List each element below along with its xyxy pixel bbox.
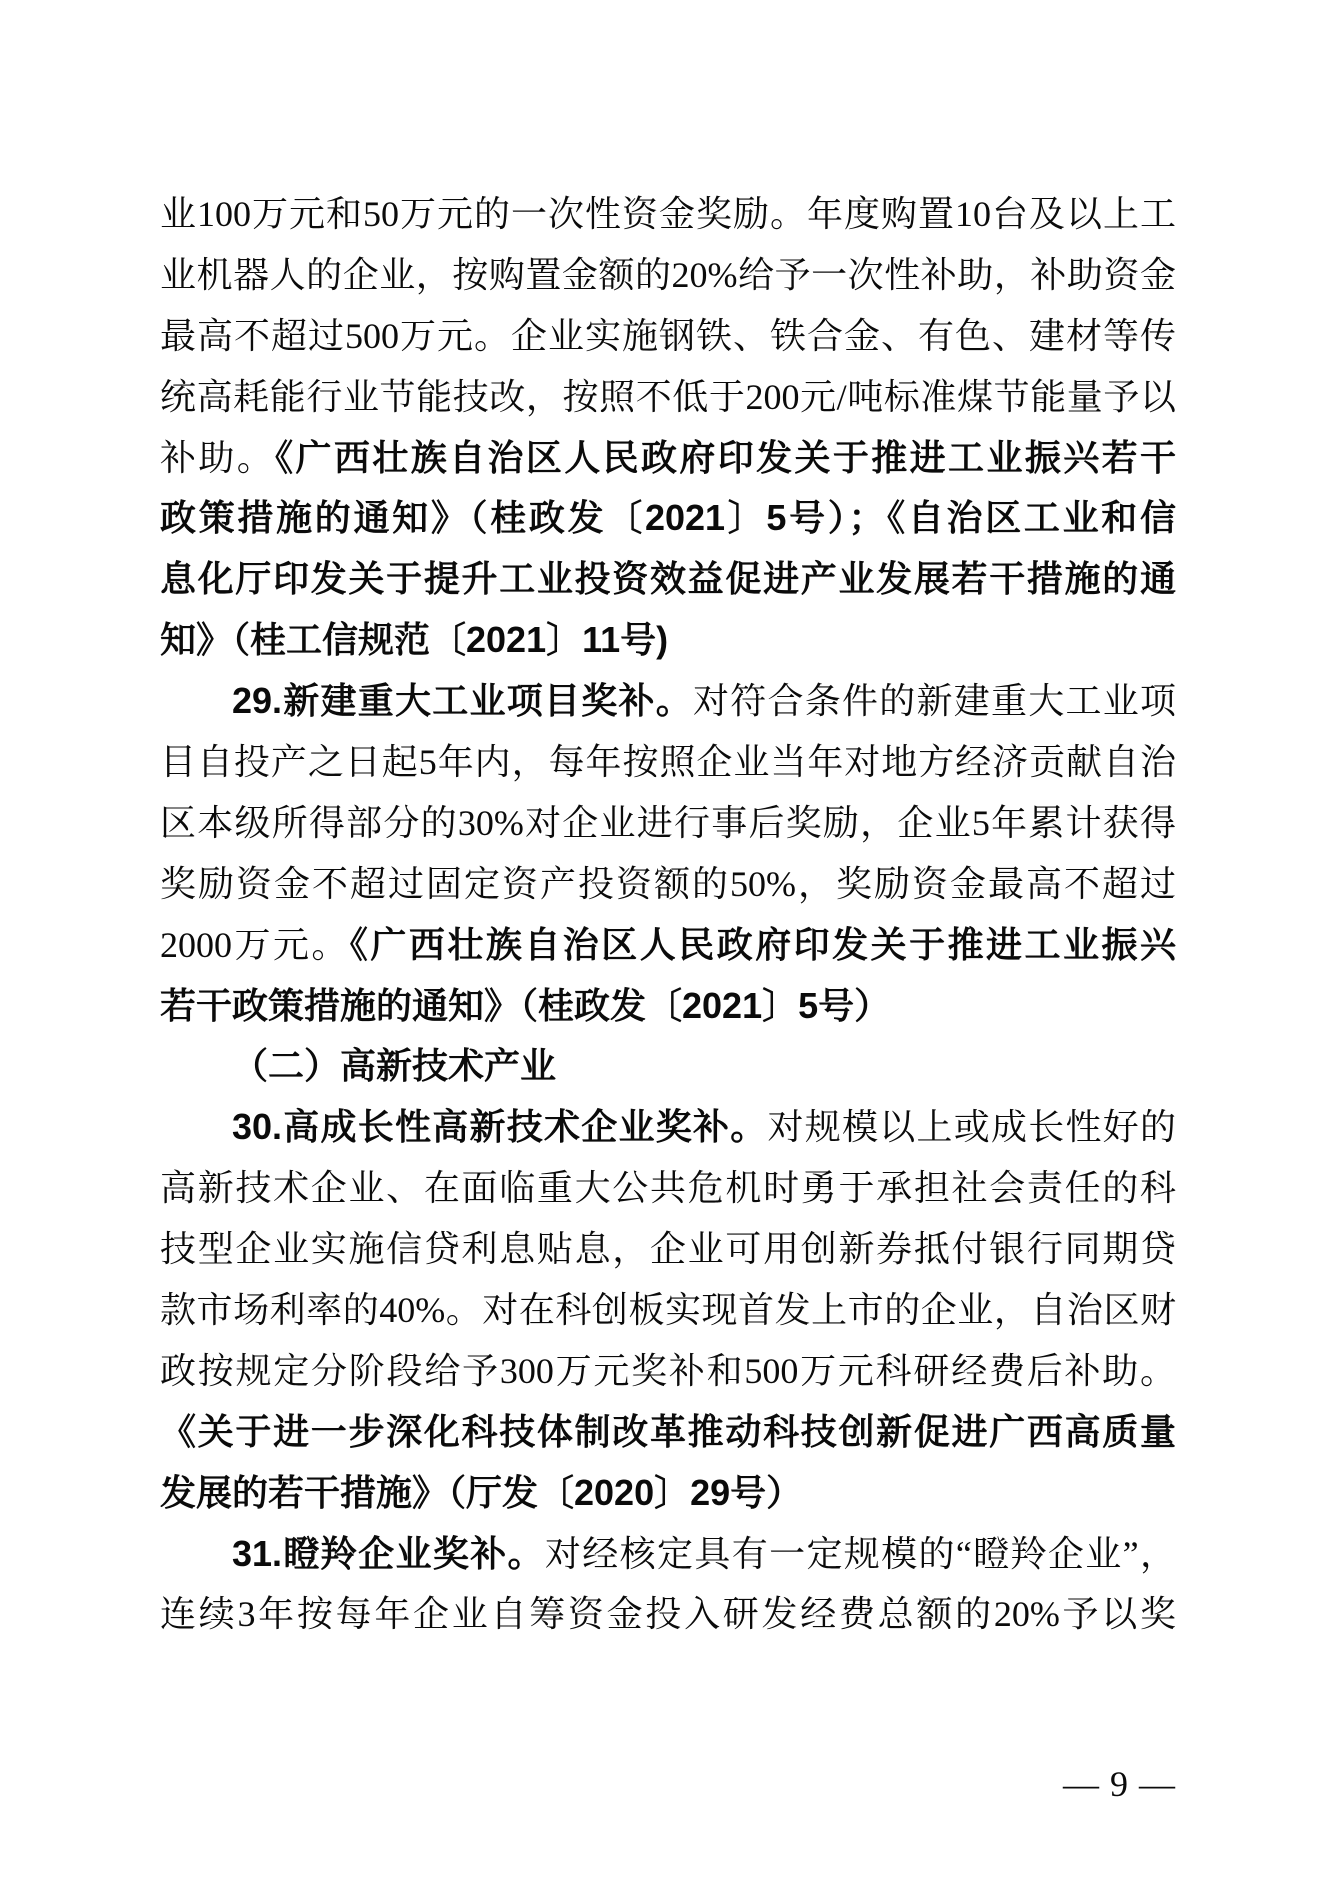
body-text: 补助。 [160, 437, 276, 478]
text-line [160, 428, 1176, 489]
body-text: 最高不超过500万元。企业实施钢铁、铁合金、有色、建材等传 [160, 315, 1176, 356]
text-line [160, 1219, 1176, 1280]
text-line [160, 488, 1176, 549]
text-line [160, 1036, 1176, 1097]
body-text: 对规模以上或成长性好的 [767, 1107, 1176, 1148]
emphasized-text: 知》（桂工信规范〔2021〕11号) [160, 619, 669, 661]
body-text: 款市场利率的40%。对在科创板实现首发上市的企业，自治区财 [160, 1290, 1176, 1331]
text-block [160, 184, 1176, 1645]
body-text: 连续3年按每年企业自筹资金投入研发经费总额的20%予以奖 [160, 1594, 1176, 1635]
body-text: 区本级所得部分的30%对企业进行事后奖励，企业5年累计获得 [160, 802, 1176, 843]
text-line [160, 306, 1176, 367]
page-number: — 9 — [1063, 1764, 1176, 1804]
text-line [160, 976, 1176, 1037]
text-line [160, 793, 1176, 854]
text-line [160, 1584, 1176, 1645]
emphasized-text: 31.瞪羚企业奖补。 [232, 1532, 545, 1574]
body-text: 高新技术企业、在面临重大公共危机时勇于承担社会责任的科 [160, 1168, 1176, 1209]
body-text: 业100万元和50万元的一次性资金奖励。年度购置10台及以上工 [160, 194, 1176, 234]
text-line [160, 367, 1176, 428]
text-line [160, 1402, 1176, 1463]
emphasized-text: 息化厅印发关于提升工业投资效益促进产业发展若干措施的通 [160, 558, 1176, 600]
text-line [160, 854, 1176, 915]
body-text: 技型企业实施信贷利息贴息，企业可用创新券抵付银行同期贷 [160, 1229, 1176, 1270]
text-line [160, 1463, 1176, 1524]
body-text: 目自投产之日起5年内，每年按照企业当年对地方经济贡献自治 [160, 742, 1176, 783]
text-line [160, 1341, 1176, 1402]
emphasized-text: 发展的若干措施》（厅发〔2020〕29号） [160, 1471, 803, 1513]
emphasized-text: 30.高成长性高新技术企业奖补。 [232, 1106, 768, 1148]
emphasized-text: 《关于进一步深化科技体制改革推动科技创新促进广西高质量 [160, 1410, 1176, 1452]
text-line [160, 184, 1176, 245]
body-text: 统高耗能行业节能技改，按照不低于200元/吨标准煤节能量予以 [160, 376, 1176, 417]
body-text: 2000万元。 [160, 924, 350, 965]
emphasized-text: 29.新建重大工业项目奖补。 [232, 680, 694, 722]
body-text: 业机器人的企业，按购置金额的20%给予一次性补助，补助资金 [160, 254, 1176, 295]
text-line [160, 732, 1176, 793]
emphasized-text: 《广西壮族自治区人民政府印发关于推进工业振兴若干 [275, 436, 1176, 478]
text-line [160, 610, 1176, 671]
emphasized-text: 若干政策措施的通知》（桂政发〔2021〕5号） [160, 984, 891, 1026]
emphasized-text: （二）高新技术产业 [232, 1045, 557, 1087]
body-text: 对符合条件的新建重大工业项 [693, 681, 1176, 722]
text-line [160, 245, 1176, 306]
text-line [160, 1280, 1176, 1341]
text-line [160, 549, 1176, 610]
text-line [160, 915, 1176, 976]
text-line [160, 1097, 1176, 1158]
text-line [160, 671, 1176, 732]
text-line [160, 1158, 1176, 1219]
emphasized-text: 《广西壮族自治区人民政府印发关于推进工业振兴 [349, 923, 1176, 965]
body-text: 政按规定分阶段给予300万元奖补和500万元科研经费后补助。 [160, 1350, 1176, 1391]
body-text: 奖励资金不超过固定资产投资额的50%，奖励资金最高不超过 [160, 863, 1176, 904]
body-text: 对经核定具有一定规模的“瞪羚企业”， [544, 1533, 1176, 1574]
text-line [160, 1524, 1176, 1585]
emphasized-text: 政策措施的通知》（桂政发〔2021〕5号）；《自治区工业和信 [160, 497, 1176, 539]
